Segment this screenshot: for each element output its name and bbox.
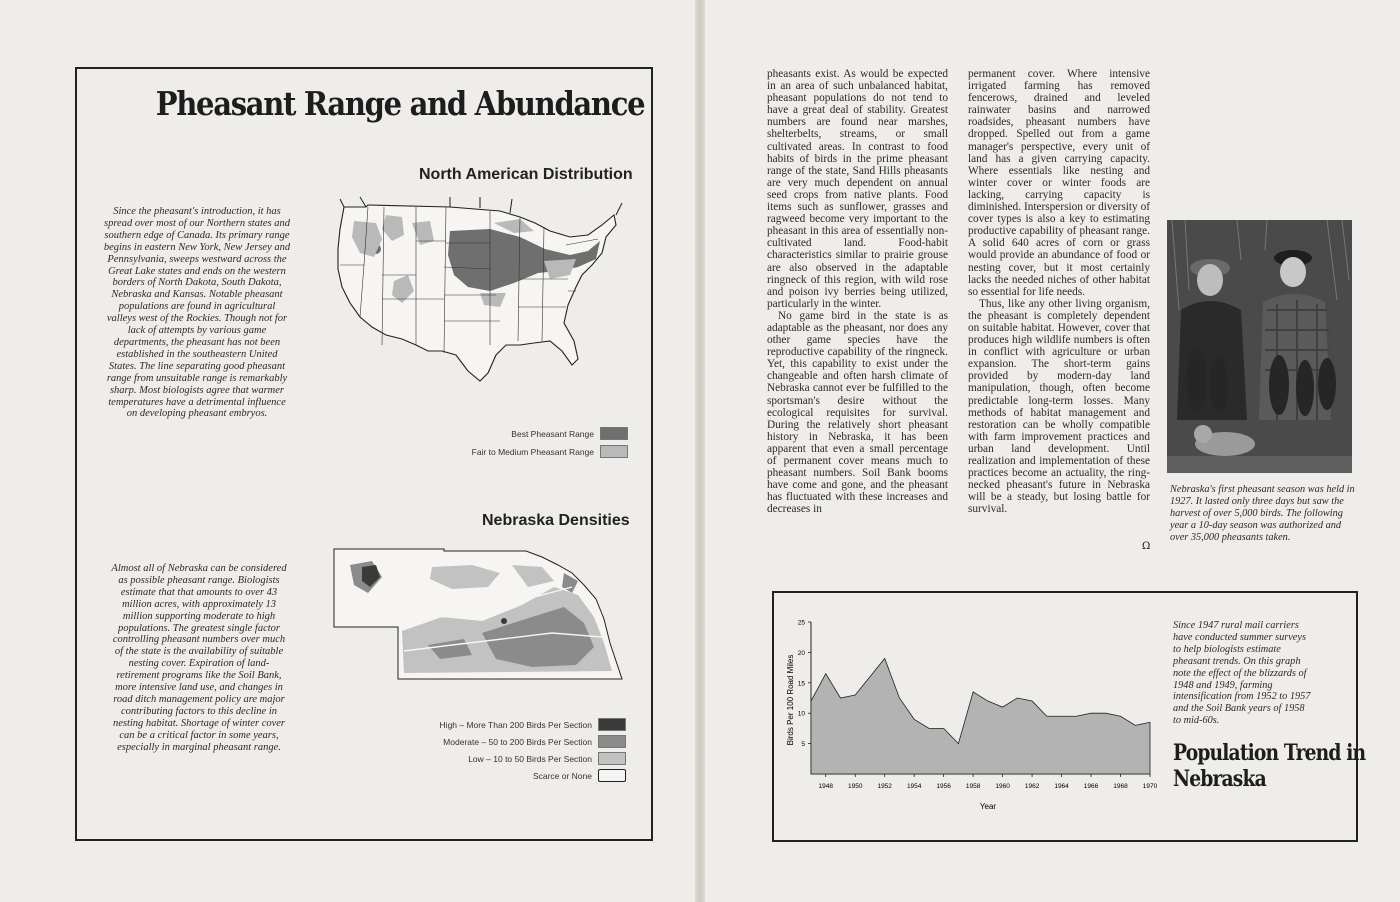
x-tick-label: 1958 [965, 783, 981, 790]
legend-item-high [440, 718, 626, 731]
y-tick-label: 5 [801, 741, 805, 749]
y-tick-label: 20 [797, 649, 805, 657]
legend-swatch [598, 735, 626, 748]
article-column-2 [968, 68, 1150, 515]
legend-swatch [598, 769, 626, 782]
legend-swatch [598, 752, 626, 765]
legend-item-low [468, 752, 626, 765]
page-title: Pheasant Range and Abundance [155, 84, 645, 123]
x-tick-label: 1954 [906, 783, 922, 790]
north-american-text: Since the pheasant's introduction, it has spread over most of our Northern states and southern edge of Canada. Its primary range begins in eastern New York, New Jersey and Pennsylvania, sweeps westward across the Great Lake states and ends on the western borders of North Dakota, South Dakota, Nebraska and Kansas. Notable pheasant populations are found in agricultural valleys west of the Rockies. Though not for lack of attempts by various game departments, the pheasant has not been established in the southeastern United States. The line separating good pheasant range from unsuitable range is remarkably sharp. Most biologists agree that warmer temperatures have a detrimental influence on developing pheasant embryos. [103, 206, 291, 420]
hunters-photo [1167, 220, 1352, 473]
paragraph: No game bird in the state is as adaptable as the pheasant, nor does any other game species have the reproductive capability of the ringneck. Yet, this capability to exist under the changeable and often harsh climate of Nebraska cannot ever be fulfilled to the sportsman's desire without the ecological requisites for survival. During the relatively short pheasant history in Nebraska, it has been apparent that even a small percentage of permanent cover means much to pheasant numbers. Soil Bank booms have come and gone, and the pheasant has fluctuated with these increases and decreases in [767, 309, 948, 516]
x-axis-label: Year [979, 802, 997, 811]
north-american-heading: North American Distribution [419, 166, 633, 183]
legend-label: Best Pheasant Range [511, 428, 594, 439]
x-tick-label: 1950 [847, 783, 863, 790]
x-tick-label: 1952 [877, 783, 892, 790]
paragraph: permanent cover. Where intensive irrigated farming has removed fencerows, drained and leveled rainwater basins and narrowed roadsides, pheasant numbers have dropped. Spelled out from a game manager's perspective, every unit of land has a given carrying capacity. Where essentials like nesting and winter cover or winter foods are lacking, carrying capacity is diminished. Interspersion or diversity of cover types is also a key to estimating productive capability of pheasant range. A solid 640 acres of corn or grass would provide an abundance of food or nesting cover, but it most certainly lacks the needed niches of other habitat so essential for life needs. [968, 68, 1150, 298]
graph-note: Since 1947 rural mail carriers have conducted summer surveys to help biologists estimate pheasant trends. On this graph note the effect of the blizzards of 1948 and 1949, farming intensification from 1952 to 1957 and the Soil Bank years of 1958 to mid-60s. [1173, 620, 1311, 727]
legend-item-moderate [443, 735, 626, 748]
y-tick-label: 10 [797, 710, 805, 718]
y-tick-label: 25 [797, 619, 805, 627]
nebraska-text: Almost all of Nebraska can be considered as possible pheasant range. Biologists estimate that that amounts to over 43 million acres, with approximately 13 million supporting moderate to high populations. The greatest single factor controlling pheasant numbers over much of the state is the availability of suitable nesting cover. Expiration of land-retirement programs like the Soil Bank, more intensive land use, and changes in road ditch management policy are major contributing factors to this decline in nesting habitat. Shortage of winter cover can be a critical factor in some years, especially in marginal pheasant range. [111, 563, 287, 753]
legend-swatch [600, 427, 628, 440]
end-mark: Ω [1142, 541, 1151, 552]
legend-swatch [600, 445, 628, 458]
legend-item-fair-range [472, 445, 628, 458]
x-tick-label: 1962 [1024, 783, 1040, 790]
trend-area [811, 658, 1150, 774]
nebraska-heading: Nebraska Densities [482, 512, 630, 529]
paragraph: Thus, like any other living organism, the pheasant is completely dependent on suitable habitat. However, cover that produces high wildlife numbers is often in conflict with agriculture or urban expansion. The short-term gains provided by modern-day land manipulation, though, often become predictable long-term losses. Many methods of habitat management and restoration can be wholly compatible with farm improvement practices and urban land development. Until realization and implementation of these practices become an actuality, the ring-necked pheasant's future in Nebraska will be a steady, but losing battle for survival. [968, 297, 1150, 516]
legend-label: High – More Than 200 Birds Per Section [439, 719, 592, 730]
x-tick-label: 1956 [936, 783, 951, 790]
legend-item-best-range [511, 427, 628, 440]
legend-swatch [598, 718, 626, 731]
y-axis-label: Birds Per 100 Road Miles [786, 654, 795, 746]
paragraph: pheasants exist. As would be expected in an area of such unbalanced habitat, pheasant populations do not tend to have a great deal of stability. Greatest numbers are found near marshes, shelterbelts, streams, or small cultivated areas. In contrast to food habits of birds in the prime pheasant range of the state, Sand Hills pheasants are very much dependent on annual seed crops from native plants. Food items such as sunflower, grasses and ragweed become very important to the pheasant in this area of essentially non-cultivated land. Food-habit characteristics similar to prairie grouse are also observed in the adaptable ringneck of this region, with wild rose and poison ivy berries being utilized, particularly in the winter. [767, 68, 948, 310]
graph-title: Population Trend in Nebraska [1173, 740, 1366, 792]
legend-label: Moderate – 50 to 200 Birds Per Section [443, 736, 592, 747]
legend-label: Fair to Medium Pheasant Range [471, 446, 594, 457]
page-gutter [695, 0, 705, 902]
us-distribution-map [330, 195, 625, 395]
north-american-legend [440, 427, 628, 461]
photo-illustration [1167, 220, 1352, 473]
article-column-1 [767, 68, 948, 515]
x-tick-label: 1964 [1054, 783, 1069, 790]
nebraska-legend [420, 718, 626, 790]
y-tick-label: 15 [797, 680, 805, 688]
legend-label: Scarce or None [532, 770, 592, 781]
legend-item-scarce [533, 769, 626, 782]
x-tick-label: 1948 [818, 783, 833, 790]
legend-label: Low – 10 to 50 Birds Per Section [468, 753, 592, 764]
nebraska-density-map [332, 547, 628, 687]
x-tick-label: 1966 [1083, 783, 1099, 790]
x-tick-label: 1968 [1113, 783, 1128, 790]
x-tick-label: 1960 [995, 783, 1010, 790]
photo-caption: Nebraska's first pheasant season was held in 1927. It lasted only three days but saw the harvest of over 5,000 birds. The following year a 10-day season was authorized and over 35,000 pheasants taken. [1170, 484, 1355, 543]
x-tick-label: 1970 [1142, 783, 1158, 790]
population-trend-chart [778, 612, 1168, 822]
